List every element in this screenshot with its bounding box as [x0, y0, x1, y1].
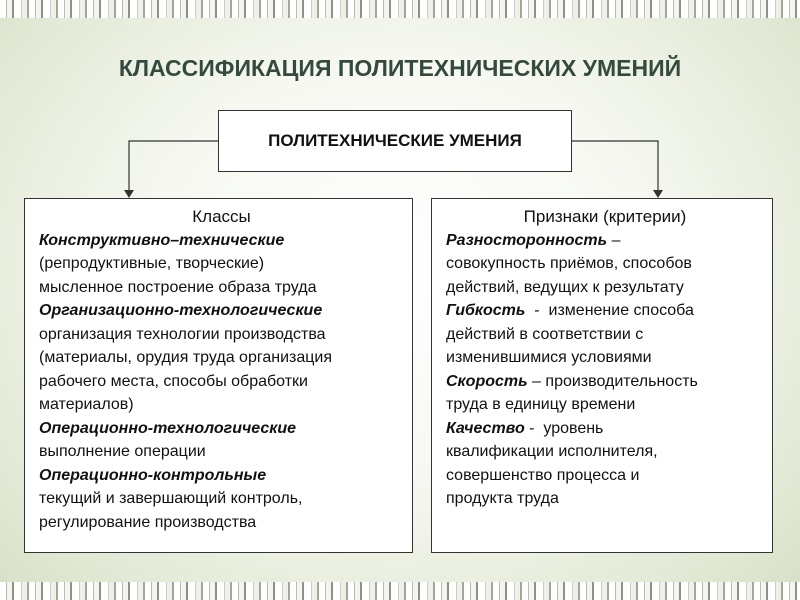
class-line: (материалы, орудия труда организация — [39, 349, 332, 366]
right-arrowhead — [653, 190, 663, 198]
criterion-line: труда в единицу времени — [446, 396, 636, 413]
class-line: рабочего места, способы обработки — [39, 372, 308, 390]
criterion-term: Гибкость — [446, 302, 526, 319]
criteria-heading: Признаки (критерии) — [523, 207, 687, 226]
criterion-text: - изменение способа — [525, 302, 694, 319]
criteria-panel — [431, 198, 773, 553]
criterion-term: Качество — [446, 419, 525, 437]
class-term: Операционно-контрольные — [39, 466, 267, 484]
right-connector-line — [572, 141, 658, 192]
criterion-line: совокупность приёмов, способов — [446, 255, 692, 272]
criterion-line: продукта труда — [446, 490, 559, 507]
criterion-term: Скорость — [446, 372, 528, 390]
criterion-text: – — [607, 231, 621, 249]
criterion-item — [446, 417, 764, 441]
class-term: Организационно-технологические — [39, 302, 323, 319]
criterion-text: - уровень — [524, 419, 604, 437]
class-line: мысленное построение образа труда — [39, 278, 317, 296]
classes-heading: Классы — [192, 207, 251, 226]
criterion-line: совершенство процесса и — [446, 466, 640, 484]
class-line: регулирование производства — [39, 513, 257, 531]
criterion-line: квалификации исполнителя, — [446, 443, 658, 460]
class-line: (репродуктивные, творческие) — [39, 255, 265, 272]
root-node-label: ПОЛИТЕХНИЧЕСКИЕ УМЕНИЯ — [268, 131, 522, 150]
slide-title: КЛАССИФИКАЦИЯ ПОЛИТЕХНИЧЕСКИХ УМЕНИЙ — [118, 55, 682, 81]
class-line: выполнение операции — [39, 443, 206, 460]
root-node — [218, 110, 572, 172]
criterion-item — [446, 229, 764, 253]
left-arrowhead — [124, 190, 134, 198]
criterion-text: – производительность — [527, 372, 698, 390]
class-line: текущий и завершающий контроль, — [39, 490, 303, 507]
criterion-line: действий в соответствии с — [446, 325, 644, 343]
class-line: материалов) — [39, 396, 134, 413]
criterion-term: Разносторонность — [446, 231, 608, 249]
criterion-line: действий, ведущих к результату — [446, 278, 684, 296]
class-term: Операционно-технологические — [39, 419, 297, 437]
left-connector-line — [129, 141, 218, 192]
criterion-item — [446, 299, 764, 323]
class-line: организация технологии производства — [39, 325, 326, 343]
class-term: Конструктивно–технические — [39, 231, 285, 249]
classes-panel — [24, 198, 413, 553]
criterion-line: изменившимися условиями — [446, 349, 652, 366]
criterion-item — [446, 370, 764, 394]
